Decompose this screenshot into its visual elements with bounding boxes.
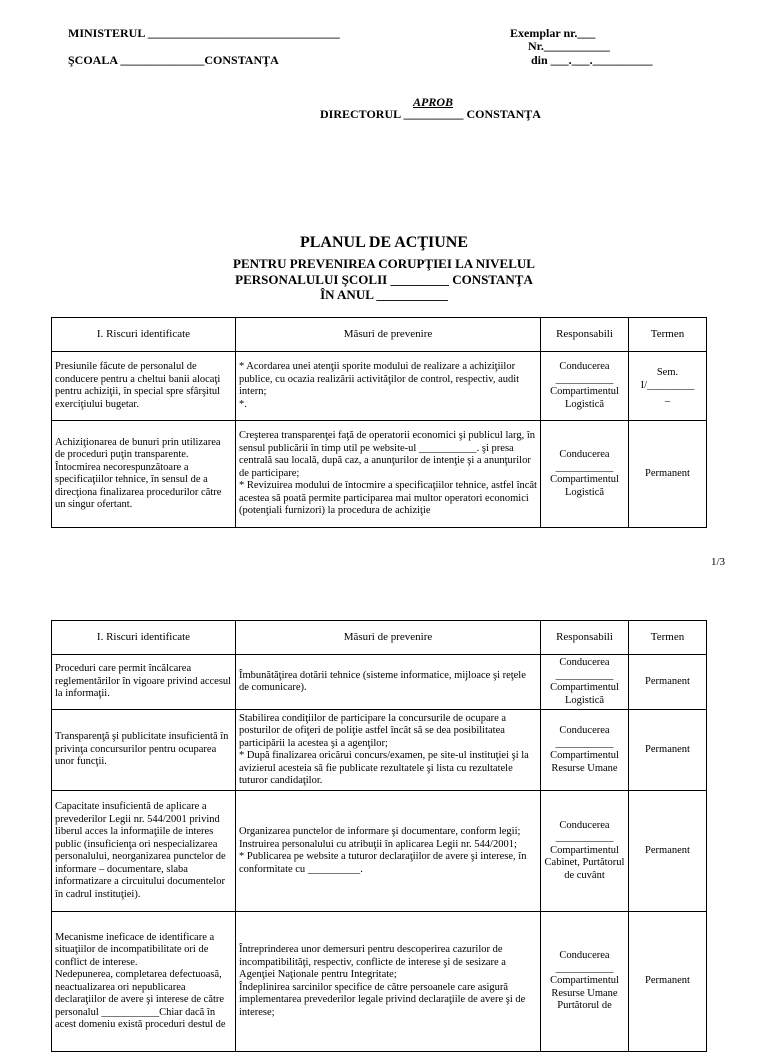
col-header-responsible: Responsabili bbox=[541, 621, 629, 655]
table-row bbox=[52, 912, 707, 1052]
risk-table-page-2 bbox=[51, 620, 707, 1052]
risk-cell: Mecanisme ineficace de identificare a situaţiilor de incompatibilitate ori de conflict de interese. Nedepunerea, completarea defectuoasă, neactualizarea ori nepublicarea declaraţiilor de avere şi interese de către personalul ___________Chiar dacă în acest domeniu există proceduri destul de bbox=[52, 912, 236, 1052]
responsible-cell: Conducerea ___________ Compartimentul Logistică bbox=[541, 352, 629, 421]
col-header-deadline: Termen bbox=[629, 318, 707, 352]
school-line: ŞCOALA ______________CONSTANŢA bbox=[68, 53, 279, 67]
responsible-cell: Conducerea ___________ Compartimentul Logistică bbox=[541, 421, 629, 528]
table-row bbox=[52, 352, 707, 421]
responsible-cell: Conducerea ___________ Compartimentul Logistică bbox=[541, 655, 629, 710]
deadline-cell: Permanent bbox=[629, 710, 707, 791]
deadline-cell: Permanent bbox=[629, 912, 707, 1052]
col-header-measures: Măsuri de prevenire bbox=[236, 621, 541, 655]
approval-label: APROB bbox=[413, 95, 454, 109]
table-row bbox=[52, 421, 707, 528]
measure-cell: * Acordarea unei atenţii sporite modului de realizare a achiziţiilor publice, cu ocazia realizării activităţilor de control, respectiv, audit intern; *. bbox=[236, 352, 541, 421]
col-header-measures: Măsuri de prevenire bbox=[236, 318, 541, 352]
table-header-row bbox=[52, 318, 707, 352]
measure-cell: Organizarea punctelor de informare şi documentare, conform legii; Instruirea personalului cu atribuţii în aplicarea Legii nr. 544/2001; * Publicarea pe website a tuturor declaraţiilor de avere şi interese, în conformitate cu __________. bbox=[236, 791, 541, 912]
document-subtitle-1: PENTRU PREVENIREA CORUPŢIEI LA NIVELUL bbox=[233, 256, 535, 271]
exemplar-line: Exemplar nr.___ bbox=[510, 26, 596, 40]
document-subtitle-2: PERSONALULUI ŞCOLII _________ CONSTANŢA bbox=[235, 272, 533, 287]
deadline-cell: Sem. I/_________ _ bbox=[629, 352, 707, 421]
number-line: Nr.___________ bbox=[528, 39, 610, 53]
risk-cell: Proceduri care permit încălcarea reglementărilor în vigoare privind accesul la informaţii. bbox=[52, 655, 236, 710]
measure-cell: Îmbunătăţirea dotării tehnice (sisteme informatice, mijloace şi reţele de comunicare). bbox=[236, 655, 541, 710]
document-title: PLANUL DE ACŢIUNE bbox=[299, 234, 469, 251]
page-number: 1/3 bbox=[711, 556, 726, 568]
table-header-row bbox=[52, 621, 707, 655]
deadline-cell: Permanent bbox=[629, 791, 707, 912]
measure-cell: Întreprinderea unor demersuri pentru descoperirea cazurilor de incompatibilităţi, respectiv, conflicte de interese şi de sesizare a Agenţiei Naţionale pentru Integritate; Îndeplinirea sarcinilor specifice de către persoanele care asigură implementarea prevederilor legale privind declaraţiile de avere şi de interese; bbox=[236, 912, 541, 1052]
director-line: DIRECTORUL __________ CONSTANŢA bbox=[320, 107, 541, 121]
risk-cell: Presiunile făcute de personalul de conducere pentru a cheltui banii alocaţi pentru achiziţii, în special spre sfârşitul exerciţiului bugetar. bbox=[52, 352, 236, 421]
responsible-cell: Conducerea ___________ Compartimentul Cabinet, Purtătorul de cuvânt bbox=[541, 791, 629, 912]
col-header-risks: I. Riscuri identificate bbox=[52, 621, 236, 655]
table-row bbox=[52, 655, 707, 710]
ministry-line: MINISTERUL ________________________________ bbox=[68, 26, 340, 40]
risk-table-page-1 bbox=[51, 317, 707, 528]
col-header-risks: I. Riscuri identificate bbox=[52, 318, 236, 352]
col-header-deadline: Termen bbox=[629, 621, 707, 655]
date-line: din ___.___.__________ bbox=[531, 53, 653, 67]
risk-cell: Transparenţă şi publicitate insuficientă în privinţa concursurilor pentru ocuparea unor funcţii. bbox=[52, 710, 236, 791]
risk-cell: Achiziţionarea de bunuri prin utilizarea de proceduri puţin transparente. Întocmirea necorespunzătoare a specificaţiilor tehnice, în sensul de a direcţiona finalizarea procedurilor către un singur ofertant. bbox=[52, 421, 236, 528]
measure-cell: Creşterea transparenţei faţă de operatorii economici şi publicul larg, în sensul publicării în timp util pe website-ul ___________. şi presa centrală sau locală, după caz, a anunţurilor de intenţie şi a anunţurilor de participare; * Revizuirea modului de întocmire a specificaţiilor tehnice, astfel încât acestea să poată permite participarea mai multor operatori economici (potenţiali furnizori) la procedura de achiziţie bbox=[236, 421, 541, 528]
col-header-responsible: Responsabili bbox=[541, 318, 629, 352]
risk-cell: Capacitate insuficientă de aplicare a prevederilor Legii nr. 544/2001 privind liberul acces la informaţiile de interes public (insuficienţa ori nespecializarea personalului, neorganizarea punctelor de informare – documentare, slaba informatizare a circuitului documentelor în cadrul instituţiei). bbox=[52, 791, 236, 912]
responsible-cell: Conducerea ___________ Compartimentul Resurse Umane bbox=[541, 710, 629, 791]
deadline-cell: Permanent bbox=[629, 421, 707, 528]
document-subtitle-3: ÎN ANUL ___________ bbox=[320, 287, 448, 302]
table-row bbox=[52, 791, 707, 912]
deadline-cell: Permanent bbox=[629, 655, 707, 710]
responsible-cell: Conducerea ___________ Compartimentul Resurse Umane Purtătorul de bbox=[541, 912, 629, 1052]
table-row bbox=[52, 710, 707, 791]
measure-cell: Stabilirea condiţiilor de participare la concursurile de ocupare a posturilor de ofiţeri de poliţie astfel încât să se dea posibilitatea participării la acestea şi a agenţilor; * După finalizarea oricărui concurs/examen, pe site-ul instituţiei şi la avizierul acesteia să fie publicate rezultatele şi lista cu rezultatele tuturor candidaţilor. bbox=[236, 710, 541, 791]
